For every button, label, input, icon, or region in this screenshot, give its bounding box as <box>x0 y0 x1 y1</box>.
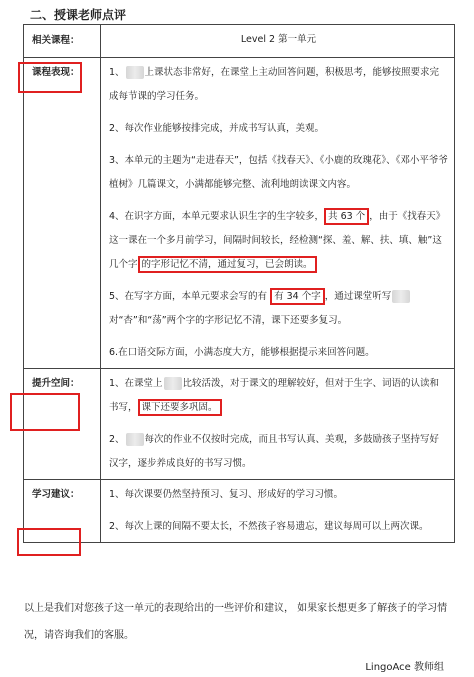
performance-item-6: 6.在口语交际方面，小满态度大方，能够根据提示来回答问题。 <box>109 347 375 358</box>
performance-item-2: 2、每次作业能够按排完成，并成书写认真，美观。 <box>109 123 325 134</box>
highlight-review-note: 的字形记忆不清，通过复习，已会朗读。 <box>138 256 317 273</box>
item-text: 4、在识字方面，本单元要求认识生字的生字较多， <box>109 211 325 222</box>
improvement-content <box>101 369 455 480</box>
suggestion-item-2: 2、每次上课的间隔不要太长，不然孩子容易遗忘，建议每周可以上两次课。 <box>109 521 429 532</box>
item-prefix: 2、 <box>109 434 125 445</box>
performance-item-3: 3、本单元的主题为“走进春天”，包括《找春天》、《小鹿的玫瑰花》、《邓小平爷爷植树》几篇课文，小满都能够完整、流利地朗读课文内容。 <box>109 155 448 190</box>
highlight-write-count: 有 34 个字 <box>270 288 325 305</box>
suggestion-row <box>24 480 455 543</box>
performance-item-5 <box>109 285 448 333</box>
performance-row <box>24 58 455 369</box>
course-title: Level 2 第一单元 <box>101 25 455 58</box>
suggestion-content <box>101 480 455 543</box>
performance-content <box>101 58 455 369</box>
item-text: ，由于《找春天》这一课在一个多月前学习，间隔时间较长，经检测“探、羞、解、扶、填、触”这几个字 <box>109 211 446 270</box>
redacted-name <box>126 66 144 79</box>
performance-item-4 <box>109 205 448 277</box>
redacted-name <box>392 290 410 303</box>
item-text: ，通过课堂听写 <box>324 291 392 302</box>
item-text: 上课状态非常好，在课堂上主动回答问题，积极思考，能够按照要求完成每节课的学习任务。 <box>109 67 440 102</box>
performance-item-1 <box>109 61 448 109</box>
course-label: 相关课程： <box>24 25 101 58</box>
improvement-label: 提升空间： <box>24 369 101 480</box>
suggestion-item-1: 1、每次课要仍然坚持预习、复习、形成好的学习习惯。 <box>109 489 344 500</box>
closing-note: 以上是我们对您孩子这一单元的表现给出的一些评价和建议， 如果家长想更多了解孩子的学习情况，请咨询我们的客服。 <box>24 603 448 641</box>
redacted-name <box>164 377 182 390</box>
item-text: 每次的作业不仅按时完成，而且书写认真、美观，多鼓励孩子坚持写好汉字，逐步养成良好的书写习惯。 <box>109 434 440 469</box>
section-heading: 二、授课老师点评 <box>30 8 127 22</box>
highlight-consolidate: 课下还要多巩固。 <box>138 399 222 416</box>
redacted-name <box>126 433 144 446</box>
improvement-item-1 <box>109 372 448 420</box>
feedback-table <box>23 24 455 543</box>
item-text: 比较活泼，对于课文的理解较好，但对于生字、词语的认读和书写， <box>109 378 440 413</box>
improvement-item-2 <box>109 428 448 476</box>
course-row <box>24 25 455 58</box>
item-text: 1、在课堂上 <box>109 378 163 389</box>
highlight-char-count: 共 63 个 <box>324 208 369 225</box>
signature: LingoAce 教师组 <box>365 662 444 673</box>
improvement-row <box>24 369 455 480</box>
performance-label: 课程表现： <box>24 58 101 369</box>
item-text: 对“杏”和“荡”两个字的字形记忆不清，课下还要多复习。 <box>109 315 348 326</box>
item-text: 5、在写字方面，本单元要求会写的有 <box>109 291 271 302</box>
suggestion-label: 学习建议： <box>24 480 101 543</box>
item-prefix: 1、 <box>109 67 125 78</box>
